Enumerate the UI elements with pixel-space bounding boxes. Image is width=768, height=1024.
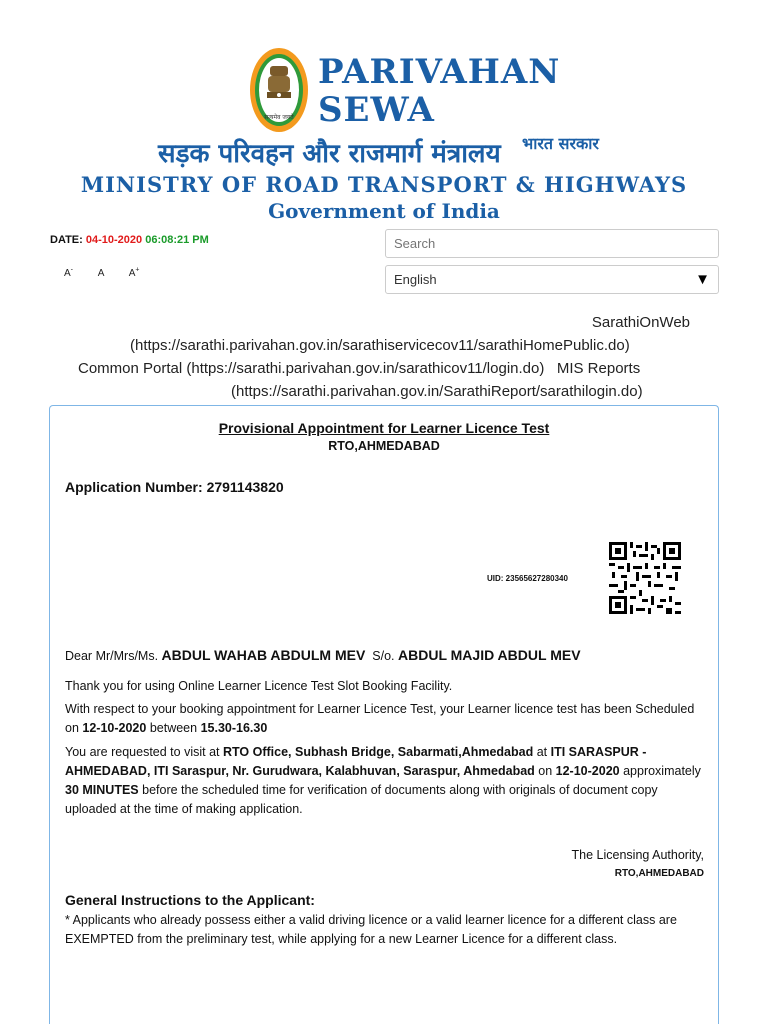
visit-date: 12-10-2020 [555, 764, 620, 778]
language-select[interactable] [385, 265, 719, 294]
date-value: 04-10-2020 [85, 234, 143, 246]
brand-parivahan: PARIVAHAN [318, 52, 561, 92]
search-input[interactable] [385, 229, 719, 258]
emblem-motto: सत्यमेव जयते [264, 114, 294, 121]
chevron-down-icon: ▼ [695, 271, 710, 288]
application-number-value: 2791143820 [206, 479, 284, 495]
salutation-line [65, 647, 581, 663]
font-normal-button[interactable]: A [97, 268, 104, 280]
mis-reports-link[interactable]: (https://sarathi.parivahan.gov.in/SarathiReport/sarathilogin.do) [231, 383, 643, 400]
applicant-name: ABDUL WAHAB ABDULM MEV [161, 647, 366, 663]
uid-text: UID: 23565627280340 [487, 574, 568, 583]
sarathi-link-line2[interactable]: (https://sarathi.parivahan.gov.in/sarathiservicecov11/sarathiHomePublic.do) [130, 337, 630, 354]
font-decrease-button[interactable]: A- [64, 267, 74, 280]
visit-at: at [533, 745, 551, 759]
instructions-title: General Instructions to the Applicant: [65, 892, 315, 908]
visit-venue: ITI SARASPUR - AHMEDABAD, ITI Saraspur, Nr. Gurudwara, Kalabhuvan, Saraspur, Ahmedabad [65, 745, 647, 778]
paragraph-thanks: Thank you for using Online Learner Licence Test Slot Booking Facility. [65, 679, 453, 693]
schedule-date: 12-10-2020 [82, 721, 147, 735]
application-number-label: Application Number: [65, 479, 203, 495]
visit-office: RTO Office, Subhash Bridge, Sabarmati,Ahmedabad [222, 745, 534, 759]
schedule-text: With respect to your booking appointment for Learner Licence Test, your Learner licence test has been Scheduled on [65, 702, 695, 735]
letter-office: RTO,AHMEDABAD [328, 439, 440, 453]
common-portal-link[interactable]: Common Portal (https://sarathi.parivahan.gov.in/sarathicov11/login.do) MIS Reports [78, 360, 641, 377]
visit-text: You are requested to visit at [65, 745, 223, 759]
visit-on: on [534, 764, 556, 778]
paragraph-schedule [65, 700, 705, 738]
paragraph-visit [65, 743, 705, 819]
relation-label: S/o. [372, 649, 395, 663]
salutation-label: Dear Mr/Mrs/Ms. [65, 649, 159, 663]
qr-code [609, 542, 681, 614]
instruction-item: * Applicants who already possess either a valid driving licence or a valid learner licence for a different class are EXEMPTED from the preliminary test, while applying for a new Learner Licence for a different class. [65, 913, 677, 946]
date-label: DATE: [50, 234, 83, 246]
signature-authority: The Licensing Authority, [571, 848, 704, 862]
sarathi-link-line1[interactable]: SarathiOnWeb [591, 314, 690, 331]
government-hindi: भारत सरकार [522, 134, 599, 153]
font-increase-button[interactable]: A+ [128, 267, 140, 280]
visit-tail: before the scheduled time for verification of documents along with originals of document copy uploaded at the time of making application. [65, 783, 658, 816]
ministry-hindi: सड़क परिवहन और राजमार्ग मंत्रालय [158, 139, 501, 169]
language-selected-value: English [394, 272, 437, 287]
government-of-india: Government of India [268, 199, 500, 223]
font-size-controls [64, 267, 139, 279]
letter-title: Provisional Appointment for Learner Licence Test [218, 420, 550, 436]
signature-office: RTO,AHMEDABAD [614, 868, 704, 879]
father-name: ABDUL MAJID ABDUL MEV [398, 647, 581, 663]
visit-minutes: 30 MINUTES [65, 783, 139, 797]
schedule-time: 15.30-16.30 [200, 721, 268, 735]
schedule-between: between [146, 721, 201, 735]
date-time [50, 234, 209, 246]
application-number [65, 479, 284, 495]
brand-sewa: SEWA [318, 90, 435, 130]
ministry-english: MINISTRY OF ROAD TRANSPORT & HIGHWAYS [80, 172, 688, 197]
visit-approx: approximately [619, 764, 701, 778]
time-value: 06:08:21 PM [145, 234, 209, 246]
